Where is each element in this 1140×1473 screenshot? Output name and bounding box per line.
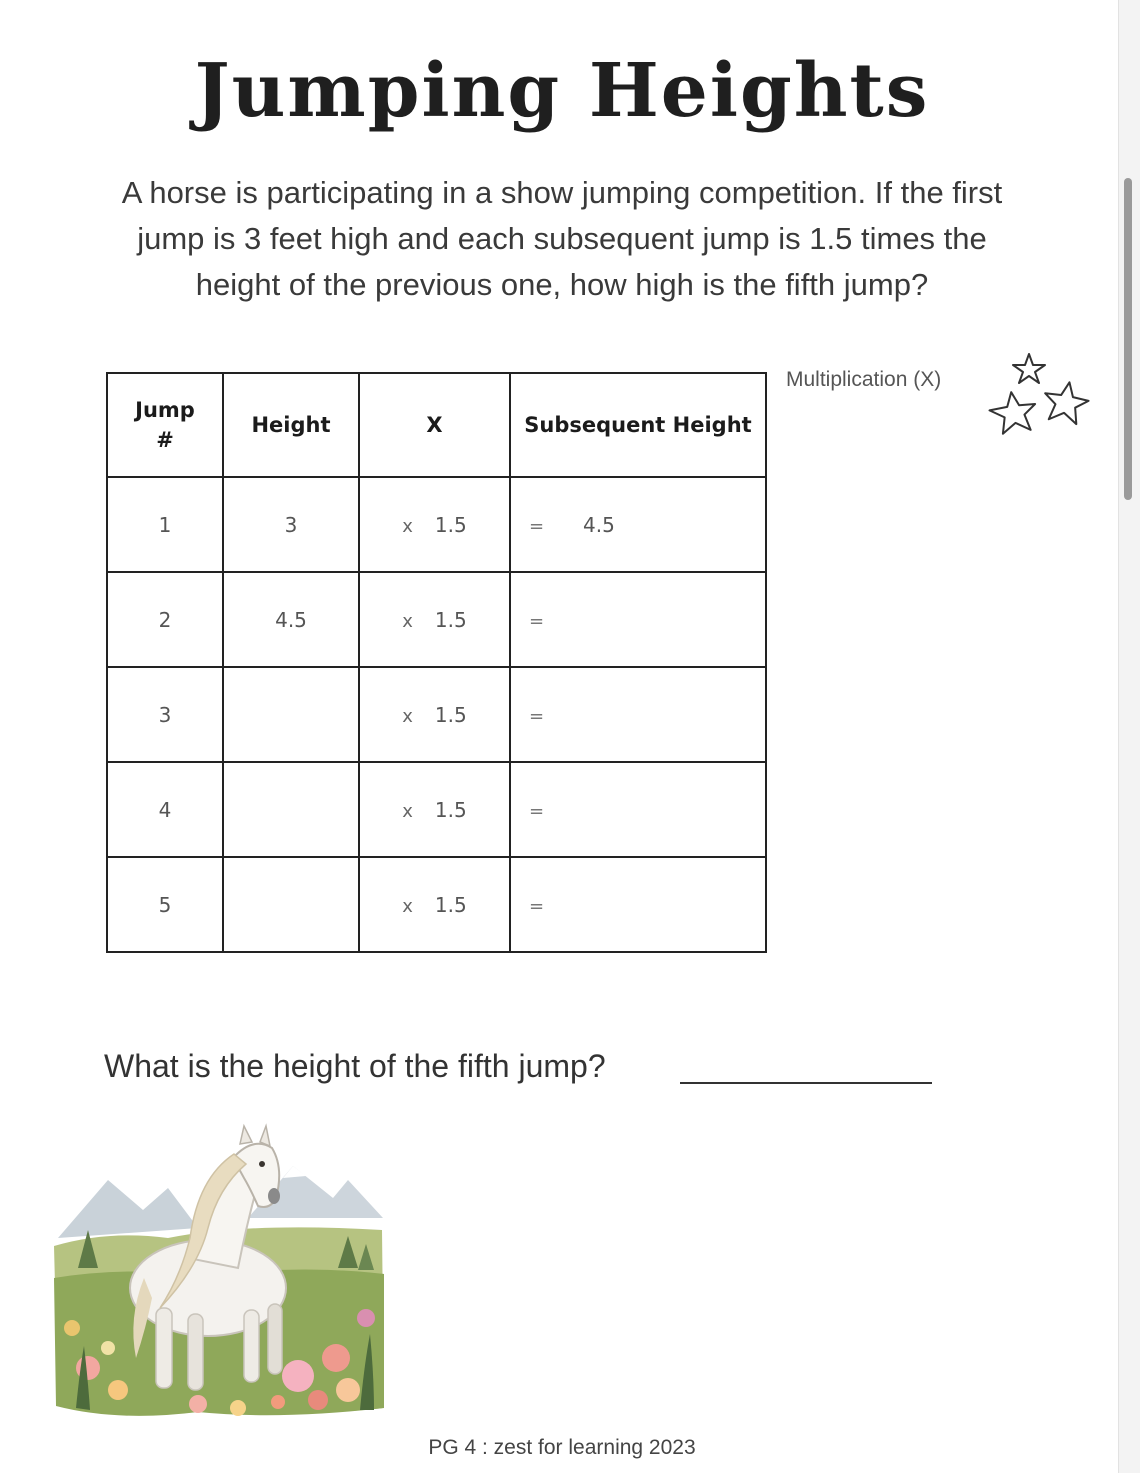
stars-decoration <box>984 350 1094 450</box>
table-row <box>107 572 766 667</box>
multiplier-cell <box>359 762 510 857</box>
table-header-row <box>107 373 766 477</box>
height-cell[interactable]: 4.5 <box>223 572 359 667</box>
times-sign: x <box>402 705 413 727</box>
jump-number: 5 <box>107 857 223 952</box>
star-icon <box>987 389 1038 435</box>
times-sign: x <box>402 515 413 537</box>
height-cell[interactable] <box>223 857 359 952</box>
equals-sign: = <box>529 800 545 822</box>
height-cell[interactable]: 3 <box>223 477 359 572</box>
factor-value: 1.5 <box>434 512 467 537</box>
table-row <box>107 857 766 952</box>
equals-sign: = <box>529 895 545 917</box>
times-sign: x <box>402 610 413 632</box>
table-row <box>107 667 766 762</box>
multiplier-cell <box>359 857 510 952</box>
table-row <box>107 477 766 572</box>
jump-table <box>106 372 767 953</box>
multiplier-cell <box>359 667 510 762</box>
height-cell[interactable] <box>223 762 359 857</box>
answer-line[interactable] <box>680 1082 932 1084</box>
subsequent-height-cell[interactable] <box>510 762 766 857</box>
times-sign: x <box>402 800 413 822</box>
header-height: Height <box>223 373 359 477</box>
jump-number: 4 <box>107 762 223 857</box>
question-text: What is the height of the fifth jump? <box>104 1048 606 1084</box>
factor-value: 1.5 <box>434 607 467 632</box>
horse-illustration <box>48 1118 388 1423</box>
table-row <box>107 762 766 857</box>
equals-sign: = <box>529 610 545 632</box>
subsequent-height-cell[interactable] <box>510 477 766 572</box>
jump-number: 3 <box>107 667 223 762</box>
header-x: X <box>359 373 510 477</box>
multiplier-cell <box>359 477 510 572</box>
factor-value: 1.5 <box>434 892 467 917</box>
subsequent-height-cell[interactable] <box>510 572 766 667</box>
factor-value: 1.5 <box>434 702 467 727</box>
header-subsequent-height: Subsequent Height <box>510 373 766 477</box>
page-footer: PG 4 : zest for learning 2023 <box>428 1436 696 1459</box>
height-cell[interactable] <box>223 667 359 762</box>
jump-number: 1 <box>107 477 223 572</box>
subsequent-height-cell[interactable] <box>510 857 766 952</box>
star-icon <box>1041 378 1091 425</box>
subsequent-height-cell[interactable] <box>510 667 766 762</box>
scrollbar-thumb[interactable] <box>1124 178 1132 500</box>
multiplier-cell <box>359 572 510 667</box>
equals-sign: = <box>529 705 545 727</box>
factor-value: 1.5 <box>434 797 467 822</box>
page-title: Jumping Heights <box>194 48 930 134</box>
multiplication-label: Multiplication (X) <box>786 368 942 391</box>
equals-sign: = <box>529 515 545 537</box>
times-sign: x <box>402 895 413 917</box>
jump-number: 2 <box>107 572 223 667</box>
result-value: 4.5 <box>583 512 615 537</box>
star-icon <box>1013 354 1045 383</box>
word-problem: A horse is participating in a show jumping competition. If the first jump is 3 feet high and each subsequent jump is 1.5 times the height of the previous one, how high is the fifth jump? <box>121 175 1003 302</box>
header-jump: Jump # <box>107 373 223 477</box>
